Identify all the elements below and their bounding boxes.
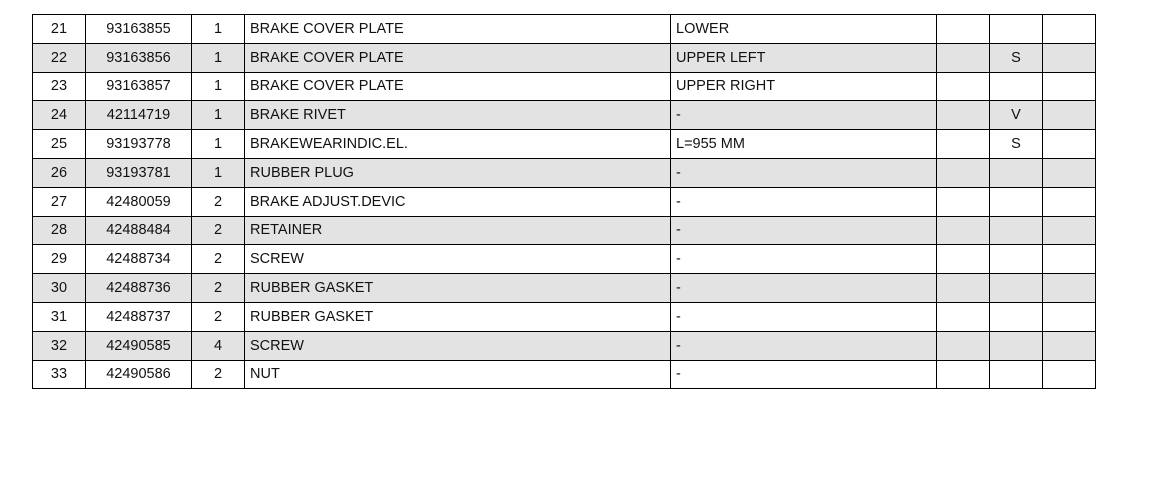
description-cell: NUT: [245, 360, 671, 389]
note-cell: -: [671, 158, 937, 187]
description-cell: RUBBER GASKET: [245, 274, 671, 303]
quantity-cell: 1: [192, 158, 245, 187]
flag-cell-1: [937, 101, 990, 130]
quantity-cell: 2: [192, 360, 245, 389]
part-number-cell: 42488734: [86, 245, 192, 274]
quantity-cell: 1: [192, 130, 245, 159]
parts-table-body: [33, 15, 1096, 389]
note-cell: -: [671, 216, 937, 245]
flag-cell-1: [937, 274, 990, 303]
part-number-cell: 42490586: [86, 360, 192, 389]
flag-cell-1: [937, 130, 990, 159]
position-cell: 27: [33, 187, 86, 216]
table-row: [33, 245, 1096, 274]
flag-cell-2: [990, 187, 1043, 216]
flag-cell-2: [990, 158, 1043, 187]
flag-cell-2: [990, 72, 1043, 101]
flag-cell-2: S: [990, 43, 1043, 72]
position-cell: 32: [33, 331, 86, 360]
flag-cell-1: [937, 15, 990, 44]
position-cell: 25: [33, 130, 86, 159]
table-row: [33, 158, 1096, 187]
note-cell: UPPER RIGHT: [671, 72, 937, 101]
flag-cell-1: [937, 72, 990, 101]
description-cell: BRAKE RIVET: [245, 101, 671, 130]
note-cell: UPPER LEFT: [671, 43, 937, 72]
part-number-cell: 93193781: [86, 158, 192, 187]
description-cell: BRAKE COVER PLATE: [245, 72, 671, 101]
flag-cell-3: [1043, 72, 1096, 101]
quantity-cell: 2: [192, 245, 245, 274]
note-cell: -: [671, 187, 937, 216]
flag-cell-3: [1043, 360, 1096, 389]
position-cell: 22: [33, 43, 86, 72]
flag-cell-3: [1043, 274, 1096, 303]
description-cell: RUBBER PLUG: [245, 158, 671, 187]
quantity-cell: 2: [192, 302, 245, 331]
quantity-cell: 2: [192, 216, 245, 245]
flag-cell-3: [1043, 158, 1096, 187]
part-number-cell: 93163856: [86, 43, 192, 72]
table-row: [33, 274, 1096, 303]
description-cell: BRAKEWEARINDIC.EL.: [245, 130, 671, 159]
parts-table: [32, 14, 1096, 389]
part-number-cell: 42490585: [86, 331, 192, 360]
table-row: [33, 101, 1096, 130]
quantity-cell: 1: [192, 72, 245, 101]
position-cell: 29: [33, 245, 86, 274]
description-cell: RUBBER GASKET: [245, 302, 671, 331]
note-cell: -: [671, 245, 937, 274]
position-cell: 21: [33, 15, 86, 44]
description-cell: SCREW: [245, 245, 671, 274]
note-cell: -: [671, 274, 937, 303]
flag-cell-1: [937, 158, 990, 187]
flag-cell-3: [1043, 302, 1096, 331]
quantity-cell: 4: [192, 331, 245, 360]
flag-cell-3: [1043, 187, 1096, 216]
flag-cell-2: [990, 302, 1043, 331]
part-number-cell: 93163855: [86, 15, 192, 44]
position-cell: 31: [33, 302, 86, 331]
part-number-cell: 42488736: [86, 274, 192, 303]
position-cell: 30: [33, 274, 86, 303]
table-row: [33, 360, 1096, 389]
note-cell: -: [671, 302, 937, 331]
flag-cell-1: [937, 43, 990, 72]
quantity-cell: 1: [192, 43, 245, 72]
flag-cell-2: [990, 15, 1043, 44]
table-row: [33, 331, 1096, 360]
flag-cell-2: [990, 245, 1043, 274]
position-cell: 24: [33, 101, 86, 130]
flag-cell-2: V: [990, 101, 1043, 130]
part-number-cell: 42488484: [86, 216, 192, 245]
part-number-cell: 42480059: [86, 187, 192, 216]
flag-cell-2: S: [990, 130, 1043, 159]
quantity-cell: 2: [192, 274, 245, 303]
description-cell: BRAKE COVER PLATE: [245, 15, 671, 44]
position-cell: 23: [33, 72, 86, 101]
flag-cell-2: [990, 331, 1043, 360]
table-row: [33, 187, 1096, 216]
position-cell: 28: [33, 216, 86, 245]
flag-cell-3: [1043, 130, 1096, 159]
flag-cell-2: [990, 360, 1043, 389]
part-number-cell: 42488737: [86, 302, 192, 331]
part-number-cell: 42114719: [86, 101, 192, 130]
position-cell: 26: [33, 158, 86, 187]
table-row: [33, 130, 1096, 159]
flag-cell-3: [1043, 15, 1096, 44]
part-number-cell: 93163857: [86, 72, 192, 101]
table-row: [33, 72, 1096, 101]
note-cell: LOWER: [671, 15, 937, 44]
flag-cell-3: [1043, 101, 1096, 130]
quantity-cell: 1: [192, 101, 245, 130]
flag-cell-2: [990, 274, 1043, 303]
flag-cell-1: [937, 245, 990, 274]
flag-cell-2: [990, 216, 1043, 245]
flag-cell-1: [937, 360, 990, 389]
table-row: [33, 43, 1096, 72]
description-cell: RETAINER: [245, 216, 671, 245]
description-cell: BRAKE ADJUST.DEVIC: [245, 187, 671, 216]
description-cell: BRAKE COVER PLATE: [245, 43, 671, 72]
position-cell: 33: [33, 360, 86, 389]
flag-cell-3: [1043, 331, 1096, 360]
table-row: [33, 216, 1096, 245]
table-row: [33, 302, 1096, 331]
part-number-cell: 93193778: [86, 130, 192, 159]
flag-cell-1: [937, 331, 990, 360]
quantity-cell: 1: [192, 15, 245, 44]
description-cell: SCREW: [245, 331, 671, 360]
flag-cell-3: [1043, 216, 1096, 245]
note-cell: L=955 MM: [671, 130, 937, 159]
flag-cell-3: [1043, 245, 1096, 274]
note-cell: -: [671, 101, 937, 130]
quantity-cell: 2: [192, 187, 245, 216]
note-cell: -: [671, 360, 937, 389]
flag-cell-1: [937, 302, 990, 331]
note-cell: -: [671, 331, 937, 360]
flag-cell-3: [1043, 43, 1096, 72]
flag-cell-1: [937, 187, 990, 216]
flag-cell-1: [937, 216, 990, 245]
table-row: [33, 15, 1096, 44]
